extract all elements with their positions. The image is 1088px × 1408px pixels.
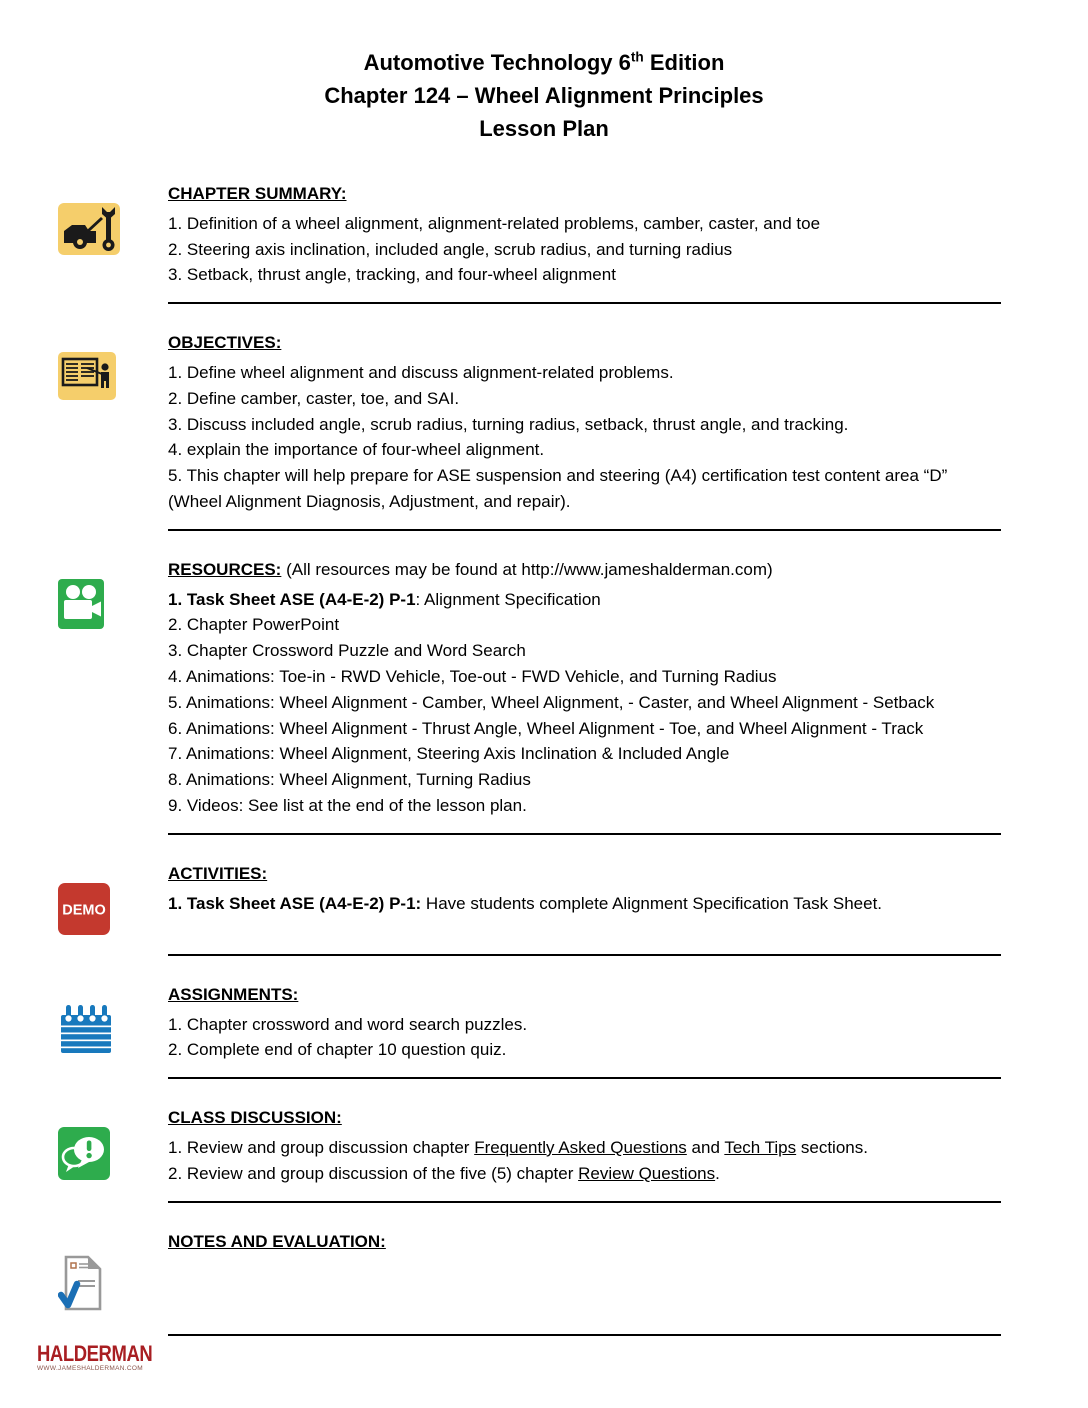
section-divider bbox=[168, 833, 1001, 835]
text-run: RESOURCES: bbox=[168, 559, 282, 579]
sections bbox=[0, 181, 1088, 1336]
list-item bbox=[168, 741, 1001, 767]
text-run: 3. Setback, thrust angle, tracking, and four-wheel alignment bbox=[168, 265, 616, 285]
video-camera-icon bbox=[58, 579, 168, 634]
section-heading bbox=[168, 861, 1001, 887]
text-run: Frequently Asked Questions bbox=[474, 1137, 687, 1157]
text-run: Edition bbox=[643, 50, 725, 75]
list-item bbox=[168, 664, 1001, 690]
page-title bbox=[0, 0, 1088, 145]
list-item bbox=[168, 1161, 1001, 1187]
section-divider bbox=[168, 529, 1001, 531]
text-run: Automotive Technology 6 bbox=[363, 50, 631, 75]
list-item bbox=[168, 211, 1001, 237]
text-run: 6. Animations: Wheel Alignment - Thrust Angle, Wheel Alignment - Toe, and Wheel Alignment - Track bbox=[168, 718, 924, 738]
text-run: 4. Animations: Toe-in - RWD Vehicle, Toe-out - FWD Vehicle, and Turning Radius bbox=[168, 666, 777, 686]
text-run: 1. Define wheel alignment and discuss alignment-related problems. bbox=[168, 362, 674, 382]
text-run: and bbox=[686, 1137, 725, 1157]
section-heading bbox=[168, 557, 1001, 583]
list-item bbox=[168, 690, 1001, 716]
section-notes-and-evaluation bbox=[0, 1229, 1088, 1320]
text-run: 1. Definition of a wheel alignment, alignment-related problems, camber, caster, and toe bbox=[168, 213, 821, 233]
section-heading bbox=[168, 1105, 1001, 1131]
section-chapter-summary bbox=[0, 181, 1088, 288]
section-heading bbox=[168, 982, 1001, 1008]
section-divider bbox=[168, 1334, 1001, 1336]
discussion-icon bbox=[58, 1127, 168, 1187]
text-run: CHAPTER SUMMARY: bbox=[168, 184, 347, 203]
section-divider bbox=[168, 1077, 1001, 1079]
text-run: Have students complete Alignment Specification Task Sheet. bbox=[421, 893, 883, 913]
svg-text:DEMO: DEMO bbox=[62, 902, 106, 919]
list-item bbox=[168, 638, 1001, 664]
section-divider bbox=[168, 954, 1001, 956]
text-run: : Alignment Specification bbox=[415, 589, 601, 609]
section-items bbox=[168, 891, 1001, 917]
text-run: 1. Task Sheet ASE (A4-E-2) P-1 bbox=[168, 589, 416, 609]
section-items bbox=[168, 211, 1001, 288]
text-run: 2. Complete end of chapter 10 question quiz. bbox=[168, 1040, 507, 1060]
section-objectives bbox=[0, 330, 1088, 515]
text-run: 9. Videos: See list at the end of the lesson plan. bbox=[168, 795, 527, 815]
section-divider bbox=[168, 1201, 1001, 1203]
section-heading bbox=[168, 1229, 1001, 1255]
list-item bbox=[168, 1012, 1001, 1038]
section-assignments bbox=[0, 982, 1088, 1063]
text-run: sections. bbox=[796, 1137, 868, 1157]
text-run: Review Questions bbox=[578, 1163, 716, 1183]
text-run: ASSIGNMENTS: bbox=[168, 984, 299, 1004]
text-run: NOTES AND EVALUATION: bbox=[168, 1232, 386, 1252]
list-item bbox=[168, 412, 1001, 438]
halderman-logo-url: WWW.JAMESHALDERMAN.COM bbox=[37, 1365, 143, 1372]
notes-checklist-icon bbox=[58, 1251, 168, 1320]
section-heading bbox=[168, 181, 1001, 207]
text-run: 5. This chapter will help prepare for ASE suspension and steering (A4) certification test content area “D” (Wheel Alignment Diagnosis, Adjustment, and repair). bbox=[168, 466, 948, 511]
presentation-icon bbox=[58, 352, 168, 405]
list-item bbox=[168, 716, 1001, 742]
text-run: th bbox=[630, 49, 644, 65]
list-item bbox=[168, 612, 1001, 638]
page-title-line-3 bbox=[0, 112, 1088, 145]
text-run: 1. Chapter crossword and word search puzzles. bbox=[168, 1014, 528, 1034]
text-run: 5. Animations: Wheel Alignment - Camber, Wheel Alignment, - Caster, and Wheel Alignment - Setback bbox=[168, 692, 935, 712]
text-run: 3. Chapter Crossword Puzzle and Word Search bbox=[168, 641, 526, 661]
section-divider bbox=[168, 302, 1001, 304]
text-run: 2. Review and group discussion of the five (5) chapter bbox=[168, 1163, 579, 1183]
list-item bbox=[168, 793, 1001, 819]
text-run: 2. Steering axis inclination, included angle, scrub radius, and turning radius bbox=[168, 239, 733, 259]
text-run: 3. Discuss included angle, scrub radius, turning radius, setback, thrust angle, and tracking. bbox=[168, 414, 849, 434]
text-run: CLASS DISCUSSION: bbox=[168, 1108, 342, 1128]
text-run: Lesson Plan bbox=[479, 116, 609, 141]
text-run: ACTIVITIES: bbox=[168, 863, 268, 883]
page-title-line-1 bbox=[0, 46, 1088, 79]
list-item bbox=[168, 1037, 1001, 1063]
list-item bbox=[168, 767, 1001, 793]
demo-icon bbox=[58, 883, 168, 940]
section-resources bbox=[0, 557, 1088, 819]
text-run: Chapter 124 – Wheel Alignment Principles bbox=[324, 83, 764, 108]
text-run: 7. Animations: Wheel Alignment, Steering Axis Inclination & Included Angle bbox=[168, 744, 730, 764]
section-class-discussion bbox=[0, 1105, 1088, 1187]
text-run: 2. Chapter PowerPoint bbox=[168, 615, 340, 635]
section-items bbox=[168, 360, 1001, 515]
list-item bbox=[168, 587, 1001, 613]
list-item bbox=[168, 262, 1001, 288]
car-repair-icon bbox=[58, 203, 168, 260]
text-run: 1. Review and group discussion chapter bbox=[168, 1137, 475, 1157]
text-run: 4. explain the importance of four-wheel alignment. bbox=[168, 440, 545, 460]
list-item bbox=[168, 437, 1001, 463]
section-heading bbox=[168, 330, 1001, 356]
section-items bbox=[168, 1012, 1001, 1064]
section-items bbox=[168, 587, 1001, 819]
page-title-line-2 bbox=[0, 79, 1088, 112]
text-run: 2. Define camber, caster, toe, and SAI. bbox=[168, 388, 460, 408]
list-item bbox=[168, 891, 1001, 917]
text-run: (All resources may be found at http://www.jameshalderman.com) bbox=[281, 559, 773, 579]
list-item bbox=[168, 1135, 1001, 1161]
list-item bbox=[168, 386, 1001, 412]
notepad-icon bbox=[58, 1004, 168, 1059]
text-run: OBJECTIVES: bbox=[168, 333, 282, 353]
text-run: 1. Task Sheet ASE (A4-E-2) P-1: bbox=[168, 893, 422, 913]
text-run: 8. Animations: Wheel Alignment, Turning Radius bbox=[168, 770, 531, 790]
text-run: Tech Tips bbox=[724, 1137, 797, 1157]
halderman-logo bbox=[37, 1341, 153, 1372]
halderman-logo-text: HALDERMAN bbox=[37, 1341, 153, 1366]
section-items bbox=[168, 1135, 1001, 1187]
list-item bbox=[168, 463, 1001, 515]
list-item bbox=[168, 237, 1001, 263]
list-item bbox=[168, 360, 1001, 386]
text-run: . bbox=[715, 1163, 720, 1183]
section-activities bbox=[0, 861, 1088, 940]
